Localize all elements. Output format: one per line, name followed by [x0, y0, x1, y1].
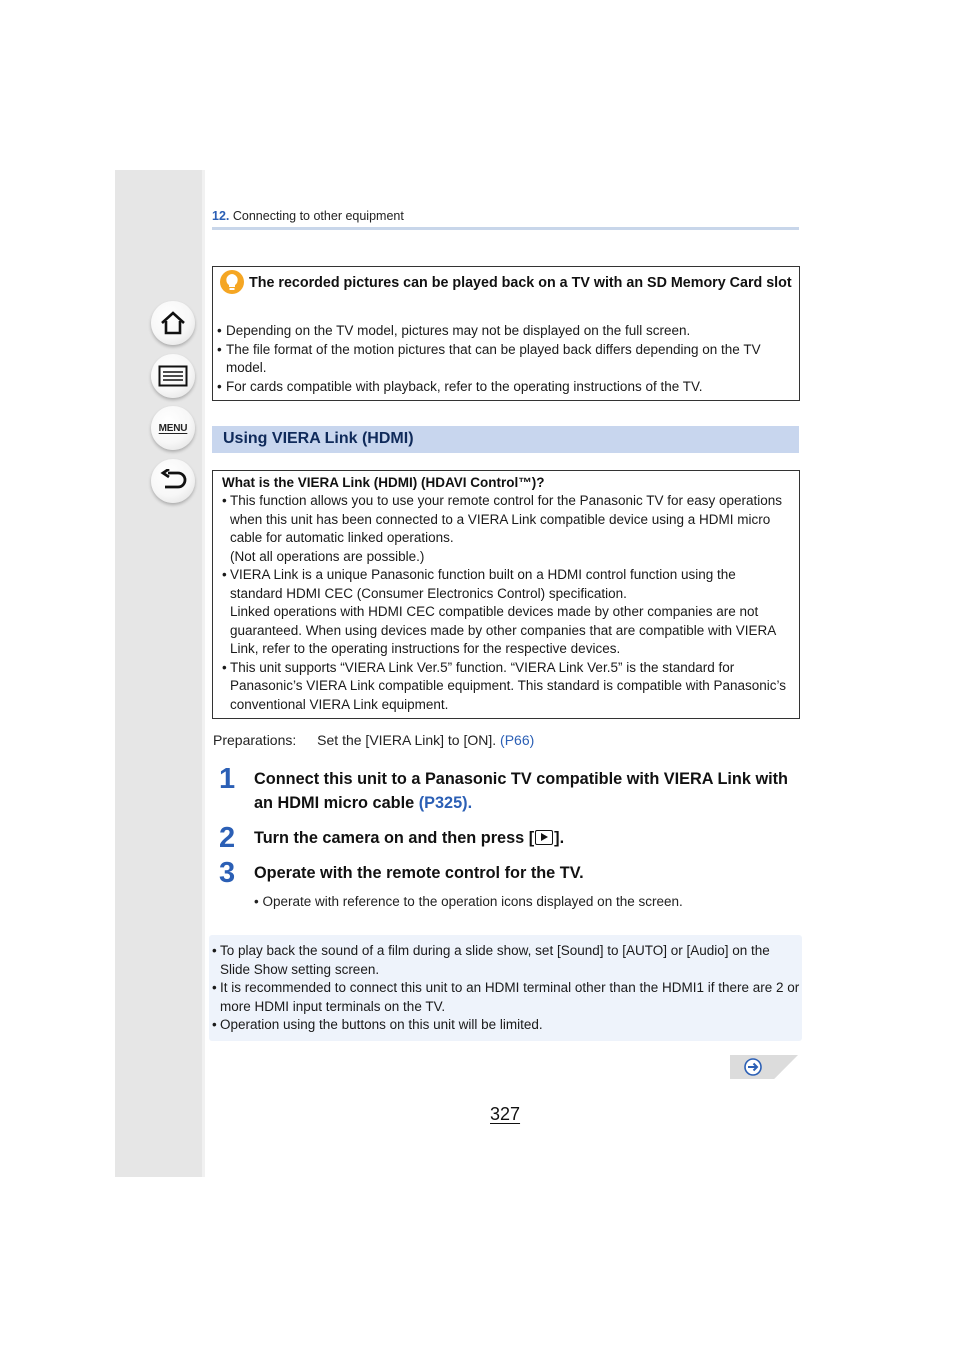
list-item: • For cards compatible with playback, refer to the operating instructions of the TV.	[217, 378, 795, 397]
tip-title: The recorded pictures can be played back on a TV with an SD Memory Card slot	[249, 275, 792, 291]
step-2-text-before: Turn the camera on and then press [	[254, 829, 535, 847]
list-item: • Depending on the TV model, pictures may not be displayed on the full screen.	[217, 322, 795, 341]
list-item	[222, 566, 792, 659]
menu-button[interactable]	[151, 406, 195, 450]
menu-icon: MENU	[158, 422, 188, 434]
info-title: What is the VIERA Link (HDMI) (HDAVI Control™)?	[222, 475, 545, 490]
step-1-period: .	[467, 794, 473, 812]
contents-list-icon	[158, 365, 188, 387]
contents-button[interactable]	[151, 354, 195, 398]
step-2-text-after: ].	[554, 829, 565, 847]
notes-list	[212, 942, 800, 1035]
sidebar-edge	[202, 170, 205, 1177]
playback-icon	[535, 830, 553, 845]
tip-list	[217, 322, 795, 396]
header-rule	[212, 227, 799, 230]
step-text	[254, 861, 804, 885]
info-subtext: Linked operations with HDMI CEC compatible devices made by other companies are not guaranteed. When using devices made by other companies that are compatible with VIERA Link, refer to the operating instructions for the respective devices.	[230, 604, 776, 656]
tip-box	[212, 266, 800, 401]
chapter-header	[212, 209, 404, 223]
next-page-arrow-icon	[744, 1058, 762, 1076]
step-3-text: Operate with the remote control for the TV.	[254, 864, 584, 882]
list-item: • To play back the sound of a film during a slide show, set [Sound] to [AUTO] or [Audio] on the Slide Show setting screen.	[212, 942, 800, 979]
home-icon	[159, 310, 187, 336]
page-number: 327	[490, 1104, 521, 1124]
chapter-title: Connecting to other equipment	[232, 209, 404, 223]
back-button[interactable]	[151, 459, 195, 503]
tip-bulb-icon	[220, 270, 244, 294]
step-number: 3	[219, 857, 236, 889]
section-heading-bar	[212, 426, 799, 453]
list-item	[222, 659, 792, 715]
preparations-text: Set the [VIERA Link] to [ON].	[317, 732, 497, 748]
list-item	[222, 492, 792, 566]
preparations-label: Preparations:	[213, 732, 297, 748]
notes-box	[209, 935, 802, 1041]
back-icon	[159, 469, 187, 493]
list-item: • The file format of the motion pictures that can be played back differs depending on the TV model.	[217, 341, 795, 378]
step-1-text: Connect this unit to a Panasonic TV compatible with VIERA Link with an HDMI micro cable	[254, 770, 789, 812]
list-item: • It is recommended to connect this unit to an HDMI terminal other than the HDMI1 if there are 2 or more HDMI input terminals on the TV.	[212, 979, 800, 1016]
step-note: • Operate with reference to the operation icons displayed on the screen.	[254, 894, 683, 909]
list-item: • Operation using the buttons on this unit will be limited.	[212, 1016, 800, 1035]
step-number: 1	[219, 763, 236, 795]
info-text: VIERA Link is a unique Panasonic function built on a HDMI control function using the standard HDMI CEC (Consumer Electronics Control) specification.	[230, 567, 736, 601]
step-text	[254, 767, 804, 815]
chapter-number: 12.	[212, 209, 230, 223]
info-subtext: (Not all operations are possible.)	[230, 548, 425, 564]
home-button[interactable]	[151, 301, 195, 345]
info-list	[222, 492, 792, 714]
step-3-note: Operate with reference to the operation icons displayed on the screen.	[262, 894, 683, 909]
step-number: 2	[219, 822, 236, 854]
next-page-button[interactable]	[730, 1055, 798, 1079]
step-1-link[interactable]: (P325)	[418, 794, 468, 812]
preparations-link[interactable]: (P66)	[500, 732, 535, 748]
preparations	[213, 732, 534, 748]
info-text: This function allows you to use your remote control for the Panasonic TV for easy operations when this unit has been connected to a VIERA Link compatible device using a HDMI micro cable for automatic linked operations.	[230, 493, 783, 545]
section-title: Using VIERA Link (HDMI)	[223, 430, 414, 447]
info-box	[212, 470, 800, 719]
step-text	[254, 826, 804, 850]
info-text: This unit supports “VIERA Link Ver.5” function. “VIERA Link Ver.5” is the standard for Panasonic’s VIERA Link compatible equipment. This standard is compatible with Panasonic’s conventional VIERA Link equipment.	[230, 659, 787, 712]
